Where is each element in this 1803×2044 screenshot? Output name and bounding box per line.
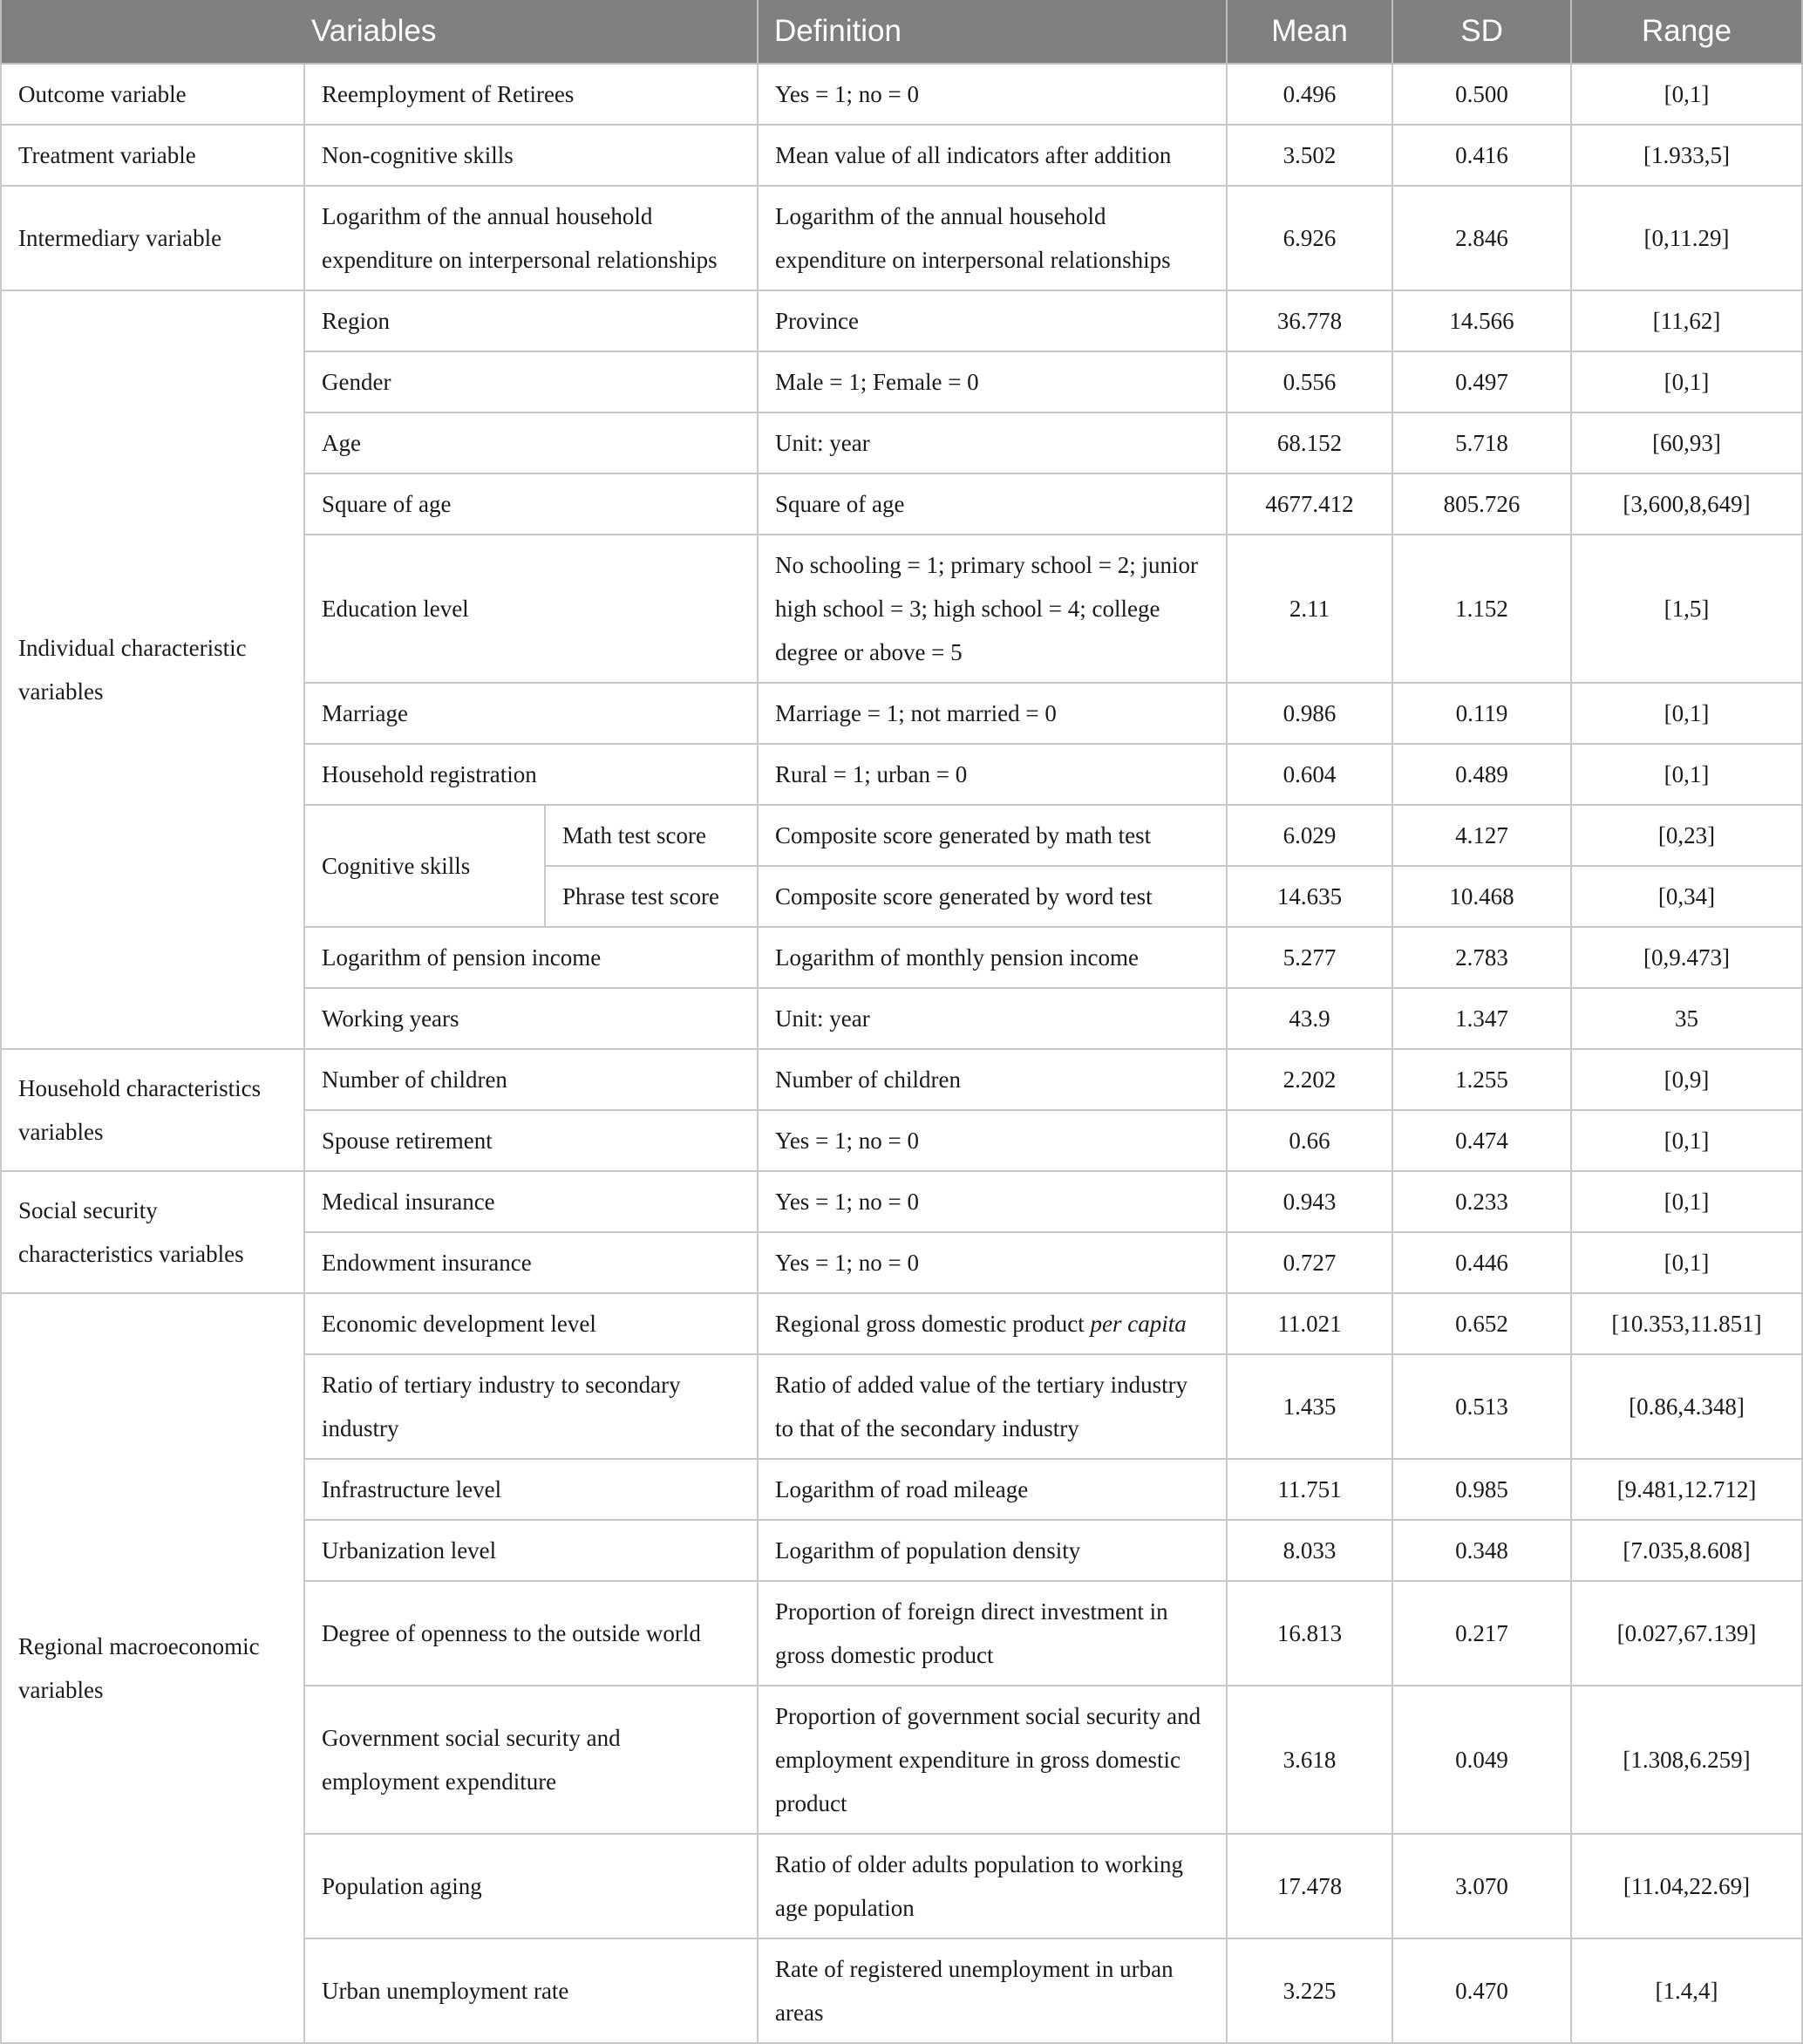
sd-cell: 1.152 <box>1392 535 1571 683</box>
category-cell: Regional macroeconomic variables <box>1 1293 304 2043</box>
range-cell: [0,1] <box>1571 683 1802 744</box>
range-cell: [7.035,8.608] <box>1571 1520 1802 1581</box>
variable-cell: Cognitive skills <box>304 805 545 927</box>
range-cell: [1.4,4] <box>1571 1938 1802 2043</box>
definition-cell: Province <box>758 290 1227 351</box>
range-cell: [11.04,22.69] <box>1571 1834 1802 1938</box>
range-cell: [0,1] <box>1571 1232 1802 1293</box>
sd-cell: 1.347 <box>1392 988 1571 1049</box>
mean-cell: 0.986 <box>1227 683 1392 744</box>
mean-cell: 11.021 <box>1227 1293 1392 1354</box>
sd-cell: 0.489 <box>1392 744 1571 805</box>
sd-cell: 0.049 <box>1392 1686 1571 1834</box>
header-sd: SD <box>1392 0 1571 64</box>
mean-cell: 0.943 <box>1227 1171 1392 1232</box>
table-row <box>1 290 1802 351</box>
subvariable-cell: Math test score <box>545 805 758 866</box>
mean-cell: 0.727 <box>1227 1232 1392 1293</box>
definition-cell: Unit: year <box>758 412 1227 474</box>
definition-cell: Yes = 1; no = 0 <box>758 1171 1227 1232</box>
sd-cell: 805.726 <box>1392 474 1571 535</box>
range-cell: [9.481,12.712] <box>1571 1459 1802 1520</box>
mean-cell: 1.435 <box>1227 1354 1392 1459</box>
sd-cell: 3.070 <box>1392 1834 1571 1938</box>
definition-cell: Rural = 1; urban = 0 <box>758 744 1227 805</box>
definition-cell: Male = 1; Female = 0 <box>758 351 1227 412</box>
variable-cell: Household registration <box>304 744 758 805</box>
definition-cell: Number of children <box>758 1049 1227 1110</box>
definition-cell: Marriage = 1; not married = 0 <box>758 683 1227 744</box>
table-row <box>1 186 1802 290</box>
header-mean: Mean <box>1227 0 1392 64</box>
variable-cell: Working years <box>304 988 758 1049</box>
sd-cell: 0.513 <box>1392 1354 1571 1459</box>
range-cell: [0,1] <box>1571 1171 1802 1232</box>
variable-cell: Degree of openness to the outside world <box>304 1581 758 1686</box>
sd-cell: 0.470 <box>1392 1938 1571 2043</box>
sd-cell: 0.348 <box>1392 1520 1571 1581</box>
sd-cell: 10.468 <box>1392 866 1571 927</box>
category-cell: Intermediary variable <box>1 186 304 290</box>
variable-cell: Square of age <box>304 474 758 535</box>
mean-cell: 36.778 <box>1227 290 1392 351</box>
variable-cell: Education level <box>304 535 758 683</box>
range-cell: [0,34] <box>1571 866 1802 927</box>
sd-cell: 1.255 <box>1392 1049 1571 1110</box>
definition-cell: Rate of registered unemployment in urban areas <box>758 1938 1227 2043</box>
range-cell: [0,23] <box>1571 805 1802 866</box>
mean-cell: 6.926 <box>1227 186 1392 290</box>
sd-cell: 0.119 <box>1392 683 1571 744</box>
definition-cell: Logarithm of road mileage <box>758 1459 1227 1520</box>
mean-cell: 3.225 <box>1227 1938 1392 2043</box>
variable-cell: Logarithm of the annual household expenditure on interpersonal relationships <box>304 186 758 290</box>
range-cell: [1.933,5] <box>1571 125 1802 186</box>
definition-text: Regional gross domestic product <box>775 1311 1085 1337</box>
definition-cell: Yes = 1; no = 0 <box>758 1232 1227 1293</box>
mean-cell: 11.751 <box>1227 1459 1392 1520</box>
header-definition: Definition <box>758 0 1227 64</box>
sd-cell: 0.474 <box>1392 1110 1571 1171</box>
mean-cell: 8.033 <box>1227 1520 1392 1581</box>
definition-cell: Logarithm of population density <box>758 1520 1227 1581</box>
mean-cell: 3.618 <box>1227 1686 1392 1834</box>
mean-cell: 2.202 <box>1227 1049 1392 1110</box>
sd-cell: 0.500 <box>1392 64 1571 125</box>
range-cell: [1.308,6.259] <box>1571 1686 1802 1834</box>
table-row <box>1 125 1802 186</box>
range-cell: [0,1] <box>1571 64 1802 125</box>
mean-cell: 3.502 <box>1227 125 1392 186</box>
mean-cell: 43.9 <box>1227 988 1392 1049</box>
table-body <box>1 64 1802 2043</box>
range-cell: [0,1] <box>1571 1110 1802 1171</box>
range-cell: [10.353,11.851] <box>1571 1293 1802 1354</box>
table-header <box>1 0 1802 64</box>
header-range: Range <box>1571 0 1802 64</box>
mean-cell: 0.496 <box>1227 64 1392 125</box>
range-cell: [60,93] <box>1571 412 1802 474</box>
category-cell: Social security characteristics variables <box>1 1171 304 1293</box>
range-cell: [3,600,8,649] <box>1571 474 1802 535</box>
definition-cell: Logarithm of the annual household expenditure on interpersonal relationships <box>758 186 1227 290</box>
definition-cell: Composite score generated by word test <box>758 866 1227 927</box>
definition-cell: Composite score generated by math test <box>758 805 1227 866</box>
range-cell: [0.027,67.139] <box>1571 1581 1802 1686</box>
mean-cell: 4677.412 <box>1227 474 1392 535</box>
sd-cell: 0.446 <box>1392 1232 1571 1293</box>
variable-cell: Infrastructure level <box>304 1459 758 1520</box>
mean-cell: 68.152 <box>1227 412 1392 474</box>
range-cell: [0,1] <box>1571 351 1802 412</box>
variable-cell: Number of children <box>304 1049 758 1110</box>
header-variables: Variables <box>1 0 758 64</box>
variable-cell: Reemployment of Retirees <box>304 64 758 125</box>
definition-cell <box>758 1293 1227 1354</box>
sd-cell: 0.233 <box>1392 1171 1571 1232</box>
definition-cell: Mean value of all indicators after addition <box>758 125 1227 186</box>
mean-cell: 0.66 <box>1227 1110 1392 1171</box>
variable-cell: Logarithm of pension income <box>304 927 758 988</box>
variable-cell: Urban unemployment rate <box>304 1938 758 2043</box>
table-row <box>1 1171 1802 1232</box>
table-row <box>1 1049 1802 1110</box>
mean-cell: 17.478 <box>1227 1834 1392 1938</box>
range-cell: [0.86,4.348] <box>1571 1354 1802 1459</box>
definition-cell: Ratio of older adults population to working age population <box>758 1834 1227 1938</box>
definition-cell: Proportion of foreign direct investment in gross domestic product <box>758 1581 1227 1686</box>
range-cell: [11,62] <box>1571 290 1802 351</box>
definition-cell: Logarithm of monthly pension income <box>758 927 1227 988</box>
sd-cell: 0.416 <box>1392 125 1571 186</box>
variable-cell: Spouse retirement <box>304 1110 758 1171</box>
sd-cell: 0.217 <box>1392 1581 1571 1686</box>
sd-cell: 0.497 <box>1392 351 1571 412</box>
variable-cell: Marriage <box>304 683 758 744</box>
sd-cell: 5.718 <box>1392 412 1571 474</box>
sd-cell: 2.846 <box>1392 186 1571 290</box>
mean-cell: 6.029 <box>1227 805 1392 866</box>
range-cell: [0,11.29] <box>1571 186 1802 290</box>
sd-cell: 14.566 <box>1392 290 1571 351</box>
variable-cell: Economic development level <box>304 1293 758 1354</box>
category-cell: Treatment variable <box>1 125 304 186</box>
definition-cell: Proportion of government social security and employment expenditure in gross domestic product <box>758 1686 1227 1834</box>
range-cell: 35 <box>1571 988 1802 1049</box>
variable-cell: Ratio of tertiary industry to secondary industry <box>304 1354 758 1459</box>
variable-cell: Government social security and employment expenditure <box>304 1686 758 1834</box>
mean-cell: 0.604 <box>1227 744 1392 805</box>
definition-cell: Ratio of added value of the tertiary industry to that of the secondary industry <box>758 1354 1227 1459</box>
range-cell: [0,9.473] <box>1571 927 1802 988</box>
variable-cell: Region <box>304 290 758 351</box>
sd-cell: 0.652 <box>1392 1293 1571 1354</box>
mean-cell: 16.813 <box>1227 1581 1392 1686</box>
subvariable-cell: Phrase test score <box>545 866 758 927</box>
variable-cell: Urbanization level <box>304 1520 758 1581</box>
category-cell: Outcome variable <box>1 64 304 125</box>
table-row <box>1 1293 1802 1354</box>
definition-italic-text: per capita <box>1090 1311 1187 1337</box>
definition-cell: Unit: year <box>758 988 1227 1049</box>
definition-cell: Yes = 1; no = 0 <box>758 1110 1227 1171</box>
range-cell: [0,1] <box>1571 744 1802 805</box>
range-cell: [0,9] <box>1571 1049 1802 1110</box>
variable-cell: Gender <box>304 351 758 412</box>
definition-cell: Square of age <box>758 474 1227 535</box>
range-cell: [1,5] <box>1571 535 1802 683</box>
definition-cell: Yes = 1; no = 0 <box>758 64 1227 125</box>
variable-cell: Population aging <box>304 1834 758 1938</box>
category-cell: Individual characteristic variables <box>1 290 304 1049</box>
mean-cell: 2.11 <box>1227 535 1392 683</box>
variable-cell: Medical insurance <box>304 1171 758 1232</box>
category-cell: Household characteristics variables <box>1 1049 304 1171</box>
mean-cell: 5.277 <box>1227 927 1392 988</box>
sd-cell: 2.783 <box>1392 927 1571 988</box>
sd-cell: 4.127 <box>1392 805 1571 866</box>
table-row <box>1 64 1802 125</box>
variable-cell: Endowment insurance <box>304 1232 758 1293</box>
variable-cell: Age <box>304 412 758 474</box>
variable-cell: Non-cognitive skills <box>304 125 758 186</box>
mean-cell: 14.635 <box>1227 866 1392 927</box>
mean-cell: 0.556 <box>1227 351 1392 412</box>
sd-cell: 0.985 <box>1392 1459 1571 1520</box>
definition-cell: No schooling = 1; primary school = 2; junior high school = 3; high school = 4; college degree or above = 5 <box>758 535 1227 683</box>
